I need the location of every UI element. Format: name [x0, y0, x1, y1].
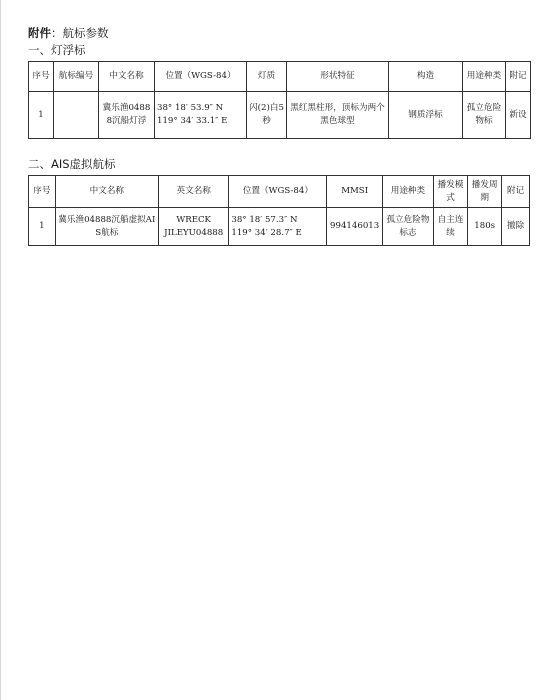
document-heading: [28, 26, 109, 40]
cell-position: [155, 92, 247, 139]
cell-remark: 新设: [506, 92, 531, 139]
cell-period: 180s: [468, 208, 502, 246]
table-row: [29, 92, 531, 139]
ais-virtual-aton-table: [28, 175, 530, 246]
section1-title: 一、灯浮标: [28, 43, 86, 57]
table-header-row: [29, 176, 530, 208]
position-longitude: 119° 34′ 33.1″ E: [157, 116, 228, 126]
table-row: [29, 208, 530, 246]
col-header-seq: 序号: [29, 62, 54, 92]
cell-code: [54, 92, 99, 139]
position-latitude: 38° 18′ 57.3″ N: [231, 214, 298, 225]
page-edge: [0, 0, 1, 700]
col-header-mmsi: MMSI: [327, 176, 382, 208]
col-header-light: 灯质: [247, 62, 287, 92]
col-header-code: 航标编号: [54, 62, 99, 92]
col-header-remark: 附记: [502, 176, 530, 208]
cell-cn-name: 冀乐渔04888沉船虚拟AIS航标: [55, 208, 158, 246]
en-name-line-1: WRECK: [176, 214, 211, 225]
col-header-position: 位置（WGS-84）: [155, 62, 247, 92]
col-header-usage: 用途种类: [463, 62, 506, 92]
col-header-usage: 用途种类: [382, 176, 433, 208]
cell-light: 闪(2)白5秒: [247, 92, 287, 139]
cell-remark: 撤除: [502, 208, 530, 246]
cell-position: [229, 208, 327, 246]
col-header-cn-name: 中文名称: [99, 62, 155, 92]
col-header-position: 位置（WGS-84）: [229, 176, 327, 208]
en-name-line-2: JILEYU04888: [164, 227, 224, 238]
position-latitude: 38° 18′ 53.9″ N: [157, 103, 224, 113]
col-header-construction: 构造: [389, 62, 463, 92]
heading-label: 附件: [28, 26, 51, 40]
heading-text: ：航标参数: [51, 26, 109, 40]
cell-seq: 1: [29, 92, 54, 139]
section2-title: 二、AIS虚拟航标: [28, 157, 116, 171]
col-header-cn-name: 中文名称: [55, 176, 158, 208]
col-header-en-name: 英文名称: [159, 176, 229, 208]
position-longitude: 119° 34′ 28.7″ E: [231, 227, 302, 238]
cell-construction: 钢质浮标: [389, 92, 463, 139]
cell-mode: 自主连续: [434, 208, 468, 246]
cell-cn-name: 冀乐渔04888沉船灯浮: [99, 92, 155, 139]
cell-mmsi: 994146013: [327, 208, 382, 246]
col-header-period: 播发周期: [468, 176, 502, 208]
col-header-seq: 序号: [29, 176, 56, 208]
col-header-remark: 附记: [506, 62, 531, 92]
col-header-mode: 播发模式: [434, 176, 468, 208]
cell-seq: 1: [29, 208, 56, 246]
table-header-row: [29, 62, 531, 92]
cell-usage: 孤立危险物标: [463, 92, 506, 139]
cell-en-name: [159, 208, 229, 246]
light-buoy-table: [28, 61, 531, 139]
col-header-shape: 形状特征: [287, 62, 389, 92]
cell-shape: 黑红黑柱形，顶标为两个黑色球型: [287, 92, 389, 139]
cell-usage: 孤立危险物标志: [382, 208, 433, 246]
